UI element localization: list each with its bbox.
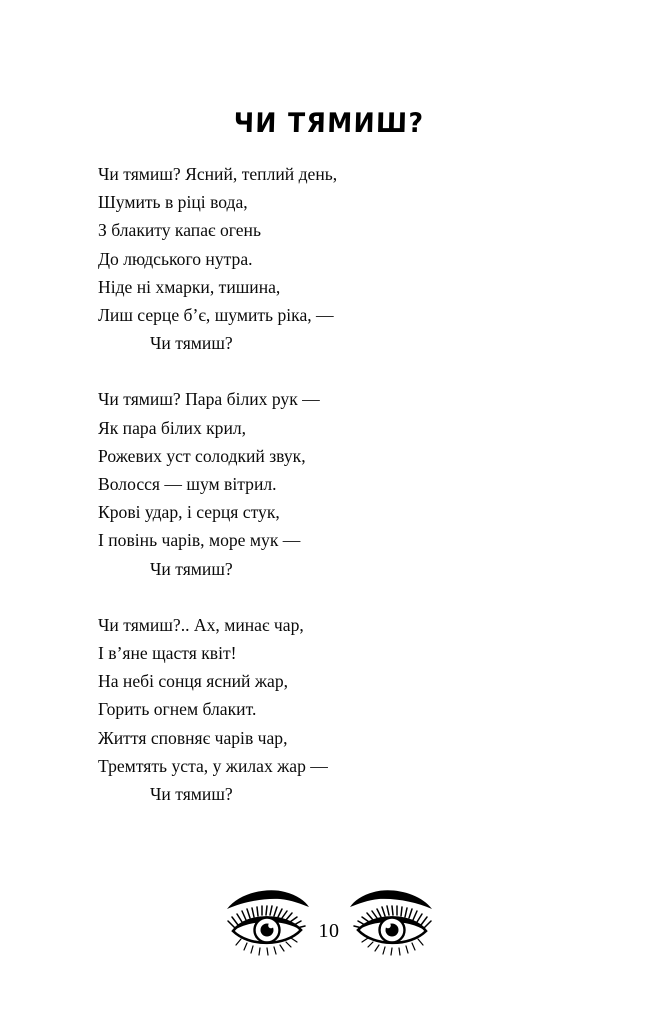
page-number: 10	[318, 920, 340, 942]
footer-ornament	[0, 884, 658, 962]
poem-line: Життя сповняє чарів чар,	[98, 727, 288, 748]
poem-refrain-line: Чи тямиш?	[150, 558, 233, 579]
poem-line: Лиш серце б’є, шумить ріка, —	[98, 305, 334, 326]
poem-line: Чи тямиш? Ясний, теплий день,	[98, 164, 338, 184]
poem-line: На небі сонця ясний жар,	[98, 671, 289, 692]
poem-refrain-line: Чи тямиш?	[150, 333, 233, 354]
poem-line: І в’яне щастя квіт!	[98, 643, 237, 664]
eye-with-eyebrow-icon	[223, 887, 313, 959]
poem-line: Ніде ні хмарки, тишина,	[98, 276, 281, 297]
poem-line: Шумить в ріці вода,	[98, 192, 248, 213]
poem-line: До людського нутра.	[98, 248, 253, 269]
poem-line: Крові удар, і серця стук,	[98, 502, 280, 523]
poem-line: Тремтять уста, у жилах жар —	[98, 755, 328, 776]
poem-line: Рожевих уст солодкий звук,	[98, 445, 306, 466]
poem-line: Як пара білих крил,	[98, 417, 247, 438]
page-title: ЧИ ТЯМИШ?	[233, 108, 425, 140]
poem-line: Чи тямиш?.. Ах, минає чар,	[98, 614, 304, 635]
poem-line: Чи тямиш? Пара білих рук —	[98, 389, 320, 410]
poem-stanza	[98, 611, 558, 808]
poem-line: Горить огнем блакит.	[98, 699, 257, 720]
poem-body	[98, 160, 558, 808]
poem-line: І повінь чарів, море мук —	[98, 530, 301, 551]
poem-line: Волосся — шум вітрил.	[98, 474, 277, 495]
poem-line: З блакиту капає огень	[98, 220, 261, 241]
poem-refrain-line: Чи тямиш?	[150, 784, 233, 805]
poem-stanza	[98, 385, 558, 582]
eye-with-eyebrow-icon	[346, 887, 436, 959]
poem-stanza	[98, 160, 558, 357]
